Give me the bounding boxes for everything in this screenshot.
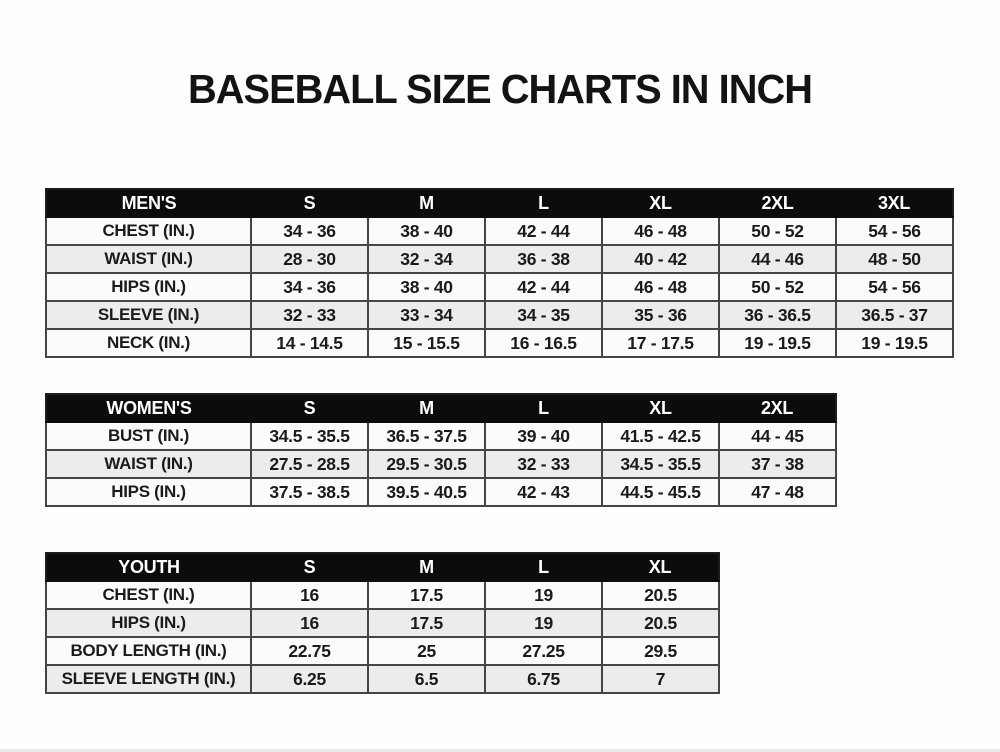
size-column-header: S [251,394,368,422]
size-value-cell: 36 - 38 [485,245,602,273]
size-value-cell: 29.5 - 30.5 [368,450,485,478]
measurement-row-label: CHEST (IN.) [46,217,251,245]
size-value-cell: 42 - 44 [485,273,602,301]
table-row [46,637,719,665]
size-column-header: L [485,189,602,217]
size-value-cell: 14 - 14.5 [251,329,368,357]
size-value-cell: 32 - 33 [251,301,368,329]
youth-table-title: YOUTH [46,553,251,581]
size-value-cell: 17.5 [368,609,485,637]
measurement-row-label: HIPS (IN.) [46,609,251,637]
table-header-row [46,189,953,217]
size-value-cell: 39.5 - 40.5 [368,478,485,506]
size-value-cell: 40 - 42 [602,245,719,273]
size-value-cell: 44.5 - 45.5 [602,478,719,506]
size-value-cell: 32 - 33 [485,450,602,478]
size-value-cell: 34.5 - 35.5 [251,422,368,450]
size-value-cell: 46 - 48 [602,217,719,245]
measurement-row-label: WAIST (IN.) [46,450,251,478]
size-column-header: 2XL [719,394,836,422]
size-value-cell: 44 - 46 [719,245,836,273]
size-column-header: 3XL [836,189,953,217]
size-value-cell: 16 [251,609,368,637]
size-value-cell: 27.25 [485,637,602,665]
size-value-cell: 42 - 44 [485,217,602,245]
size-value-cell: 34 - 35 [485,301,602,329]
size-value-cell: 39 - 40 [485,422,602,450]
size-value-cell: 15 - 15.5 [368,329,485,357]
size-value-cell: 16 - 16.5 [485,329,602,357]
size-value-cell: 27.5 - 28.5 [251,450,368,478]
table-row [46,581,719,609]
size-value-cell: 19 - 19.5 [836,329,953,357]
youth-size-table [45,552,720,694]
size-value-cell: 19 [485,581,602,609]
size-value-cell: 6.5 [368,665,485,693]
size-value-cell: 20.5 [602,581,719,609]
table-row [46,245,953,273]
size-value-cell: 50 - 52 [719,273,836,301]
size-column-header: M [368,553,485,581]
size-value-cell: 44 - 45 [719,422,836,450]
size-column-header: L [485,394,602,422]
size-value-cell: 36 - 36.5 [719,301,836,329]
measurement-row-label: HIPS (IN.) [46,478,251,506]
measurement-row-label: BUST (IN.) [46,422,251,450]
size-value-cell: 28 - 30 [251,245,368,273]
size-value-cell: 22.75 [251,637,368,665]
table-row [46,478,836,506]
table-row [46,450,836,478]
size-value-cell: 47 - 48 [719,478,836,506]
page-title: BASEBALL SIZE CHARTS IN INCH [188,66,812,112]
size-column-header: XL [602,394,719,422]
mens-size-table [45,188,954,358]
size-value-cell: 54 - 56 [836,273,953,301]
measurement-row-label: SLEEVE LENGTH (IN.) [46,665,251,693]
measurement-row-label: WAIST (IN.) [46,245,251,273]
size-value-cell: 16 [251,581,368,609]
size-value-cell: 25 [368,637,485,665]
size-value-cell: 41.5 - 42.5 [602,422,719,450]
size-value-cell: 6.25 [251,665,368,693]
size-value-cell: 7 [602,665,719,693]
table-header-row [46,394,836,422]
size-value-cell: 33 - 34 [368,301,485,329]
size-value-cell: 36.5 - 37.5 [368,422,485,450]
size-column-header: XL [602,189,719,217]
womens-table-title: WOMEN'S [46,394,251,422]
size-value-cell: 50 - 52 [719,217,836,245]
size-value-cell: 34.5 - 35.5 [602,450,719,478]
size-value-cell: 37.5 - 38.5 [251,478,368,506]
table-row [46,665,719,693]
measurement-row-label: CHEST (IN.) [46,581,251,609]
size-value-cell: 37 - 38 [719,450,836,478]
size-value-cell: 19 - 19.5 [719,329,836,357]
size-column-header: S [251,189,368,217]
size-value-cell: 38 - 40 [368,273,485,301]
size-value-cell: 17.5 [368,581,485,609]
size-column-header: XL [602,553,719,581]
table-row [46,329,953,357]
table-row [46,422,836,450]
size-value-cell: 34 - 36 [251,217,368,245]
table-row [46,273,953,301]
size-column-header: M [368,394,485,422]
size-value-cell: 32 - 34 [368,245,485,273]
measurement-row-label: BODY LENGTH (IN.) [46,637,251,665]
mens-table-title: MEN'S [46,189,251,217]
size-value-cell: 17 - 17.5 [602,329,719,357]
measurement-row-label: HIPS (IN.) [46,273,251,301]
size-column-header: 2XL [719,189,836,217]
table-row [46,301,953,329]
womens-size-table [45,393,837,507]
size-value-cell: 36.5 - 37 [836,301,953,329]
size-value-cell: 6.75 [485,665,602,693]
table-row [46,609,719,637]
size-column-header: S [251,553,368,581]
size-column-header: M [368,189,485,217]
size-column-header: L [485,553,602,581]
size-value-cell: 46 - 48 [602,273,719,301]
size-value-cell: 38 - 40 [368,217,485,245]
size-value-cell: 29.5 [602,637,719,665]
size-value-cell: 34 - 36 [251,273,368,301]
size-value-cell: 42 - 43 [485,478,602,506]
size-value-cell: 19 [485,609,602,637]
table-header-row [46,553,719,581]
measurement-row-label: SLEEVE (IN.) [46,301,251,329]
size-value-cell: 35 - 36 [602,301,719,329]
size-value-cell: 48 - 50 [836,245,953,273]
measurement-row-label: NECK (IN.) [46,329,251,357]
size-value-cell: 20.5 [602,609,719,637]
size-value-cell: 54 - 56 [836,217,953,245]
table-row [46,217,953,245]
